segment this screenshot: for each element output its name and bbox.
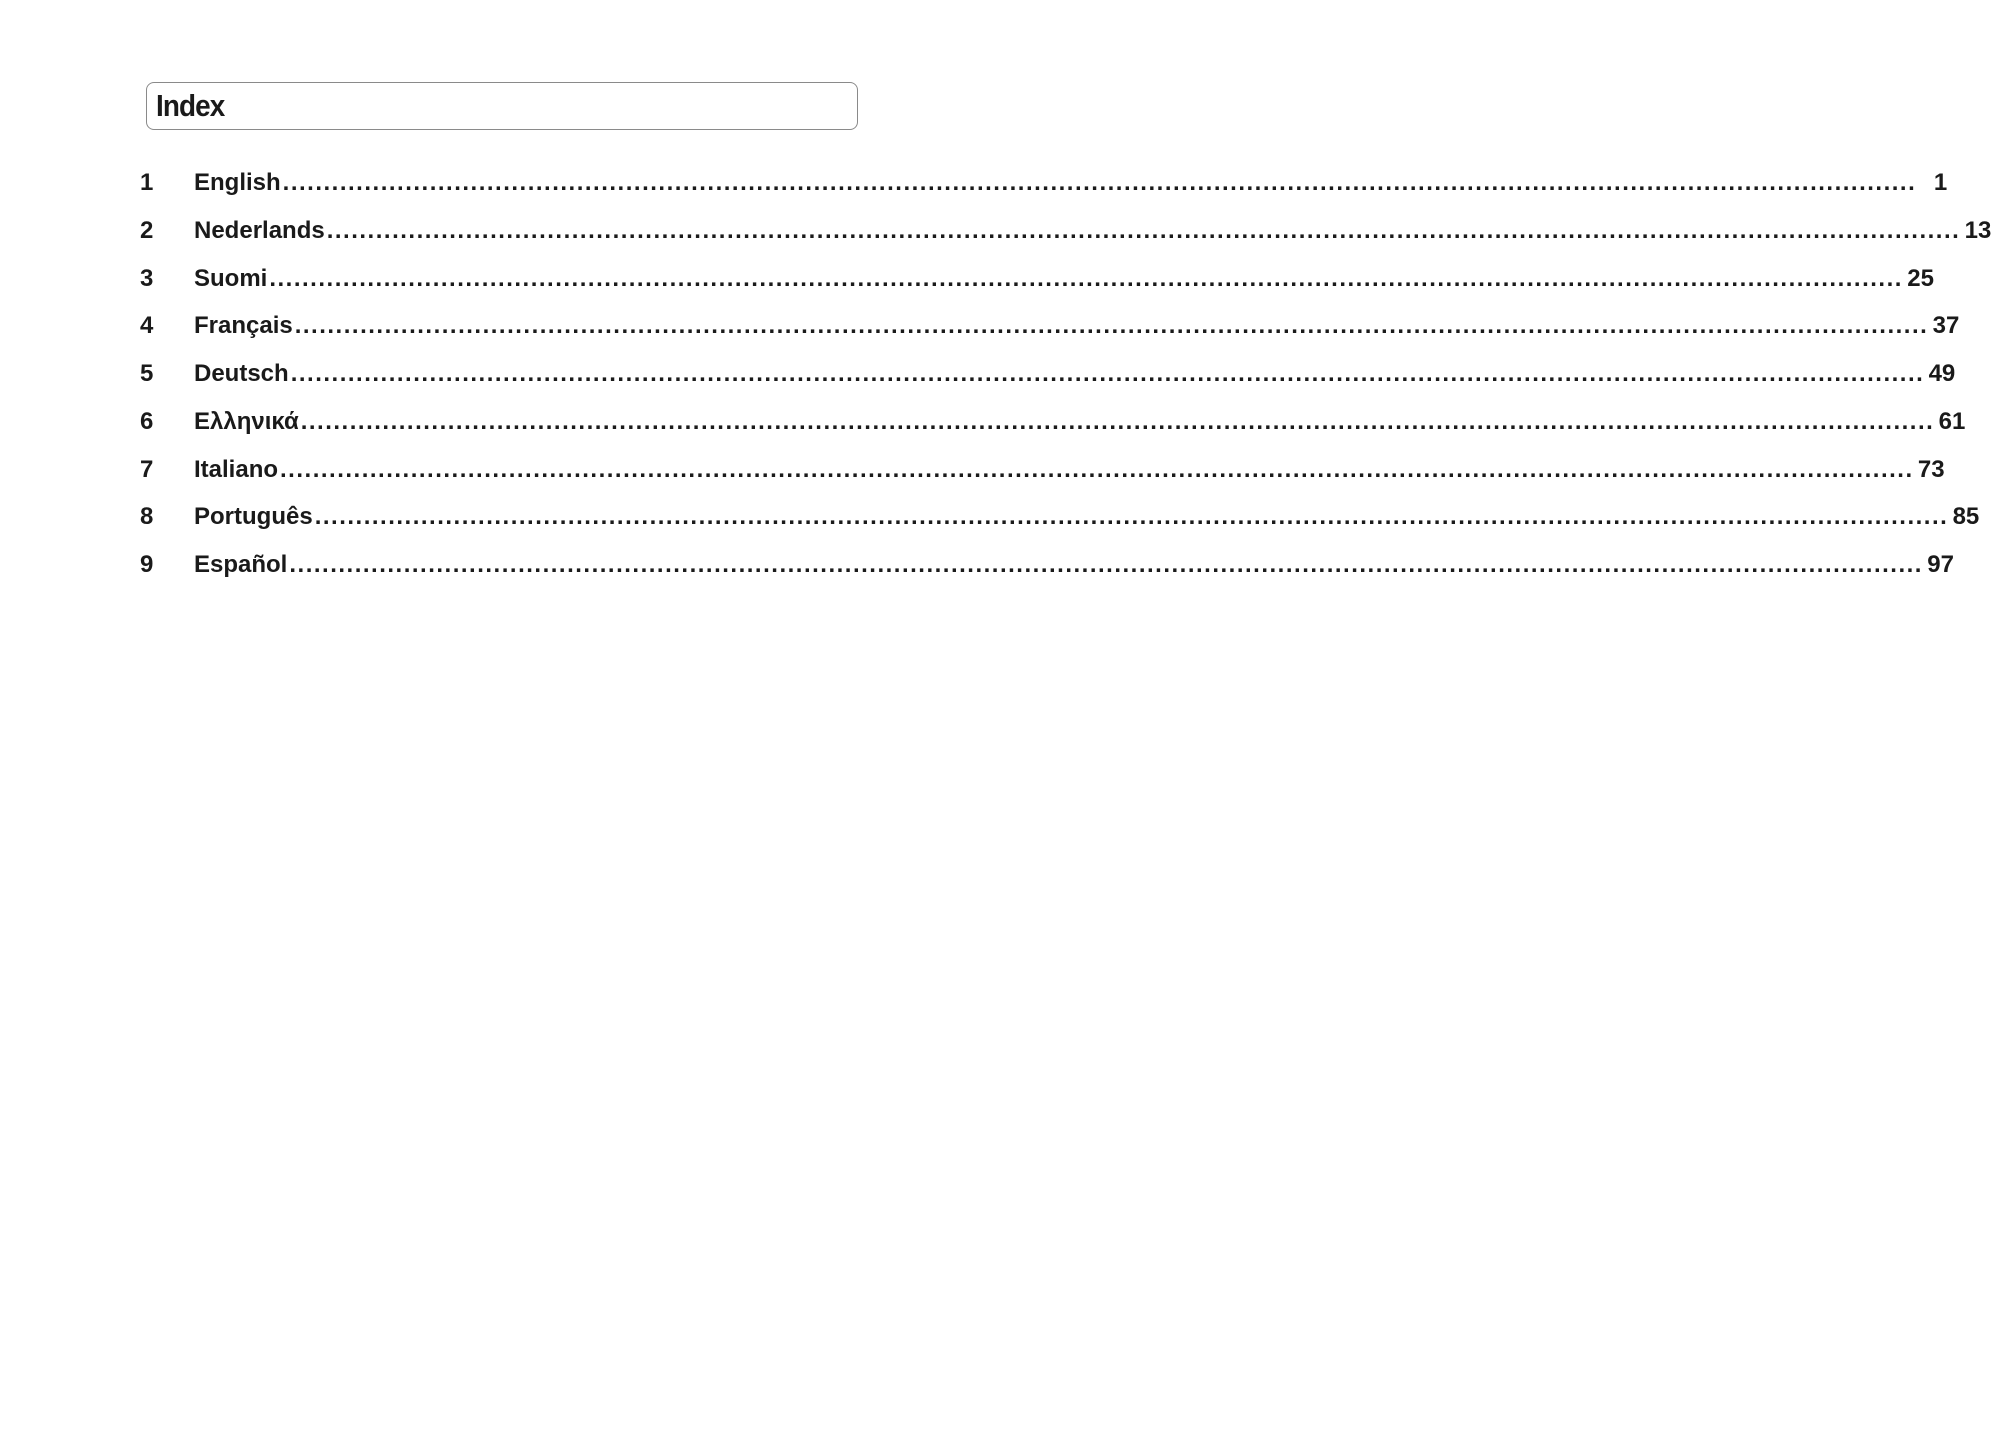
- toc-dot-leader: ........................................................................................................................................................................................................: [294, 312, 1929, 340]
- toc-entry-number: 8: [140, 503, 154, 531]
- toc-dot-leader: ........................................................................................................................................................................................................: [280, 455, 1914, 483]
- toc-dot-leader: ........................................................................................................................................................................................................: [289, 551, 1923, 578]
- toc-entry-page: 13: [1964, 216, 1991, 244]
- toc-entry-nederlands[interactable]: [140, 212, 1991, 260]
- toc-entry-name: Español: [194, 551, 288, 578]
- toc-entry-page: 85: [1952, 503, 1980, 531]
- toc-entry-page: 49: [1928, 360, 1956, 387]
- toc-dot-leader: ........................................................................................................................................................................................................: [269, 264, 1903, 292]
- toc-entry-number: 9: [140, 551, 154, 578]
- toc-dot-leader: ........................................................................................................................................................................................................: [282, 169, 1917, 196]
- toc-entry-number: 3: [140, 264, 154, 292]
- toc-entry-page: 1: [1933, 169, 1948, 196]
- toc-dot-leader: ........................................................................................................................................................................................................: [300, 407, 1935, 435]
- toc-entry-deutsch[interactable]: [140, 355, 1956, 403]
- toc-dot-leader: ........................................................................................................................................................................................................: [314, 503, 1949, 531]
- toc-entry-name: Português: [194, 503, 313, 531]
- toc-entry-name: Suomi: [194, 264, 268, 292]
- toc-entry-number: 6: [140, 407, 154, 435]
- toc-entry-name: English: [194, 169, 281, 196]
- toc-entry-number: 7: [140, 455, 154, 483]
- toc-entry-francais[interactable]: [140, 307, 1960, 355]
- toc-entry-italiano[interactable]: [140, 451, 1945, 499]
- toc-dot-leader: ........................................................................................................................................................................................................: [290, 360, 1925, 387]
- toc-entry-english[interactable]: [140, 164, 1948, 212]
- toc-entry-name: Deutsch: [194, 360, 289, 387]
- toc-entry-name: Italiano: [194, 455, 279, 483]
- toc-entry-ellinika[interactable]: [140, 403, 1966, 451]
- toc-entry-name: Français: [194, 312, 293, 340]
- toc-entry-espanol[interactable]: [140, 546, 1954, 594]
- table-of-contents: [140, 164, 1991, 594]
- toc-entry-number: 5: [140, 360, 154, 387]
- toc-entry-portugues[interactable]: [140, 498, 1980, 546]
- toc-entry-page: 61: [1938, 407, 1966, 435]
- page-title: Index: [156, 88, 225, 123]
- toc-entry-suomi[interactable]: [140, 260, 1934, 308]
- toc-entry-name: Ελληνικά: [194, 407, 299, 435]
- toc-dot-leader: ........................................................................................................................................................................................................: [326, 216, 1961, 244]
- toc-entry-number: 2: [140, 216, 154, 244]
- toc-entry-name: Nederlands: [194, 216, 325, 244]
- toc-entry-number: 4: [140, 312, 154, 340]
- toc-entry-page: 37: [1932, 312, 1960, 340]
- toc-entry-number: 1: [140, 169, 154, 196]
- toc-entry-page: 25: [1907, 264, 1934, 292]
- toc-entry-page: 97: [1927, 551, 1954, 578]
- index-title-box: [146, 82, 858, 130]
- toc-entry-page: 73: [1917, 455, 1945, 483]
